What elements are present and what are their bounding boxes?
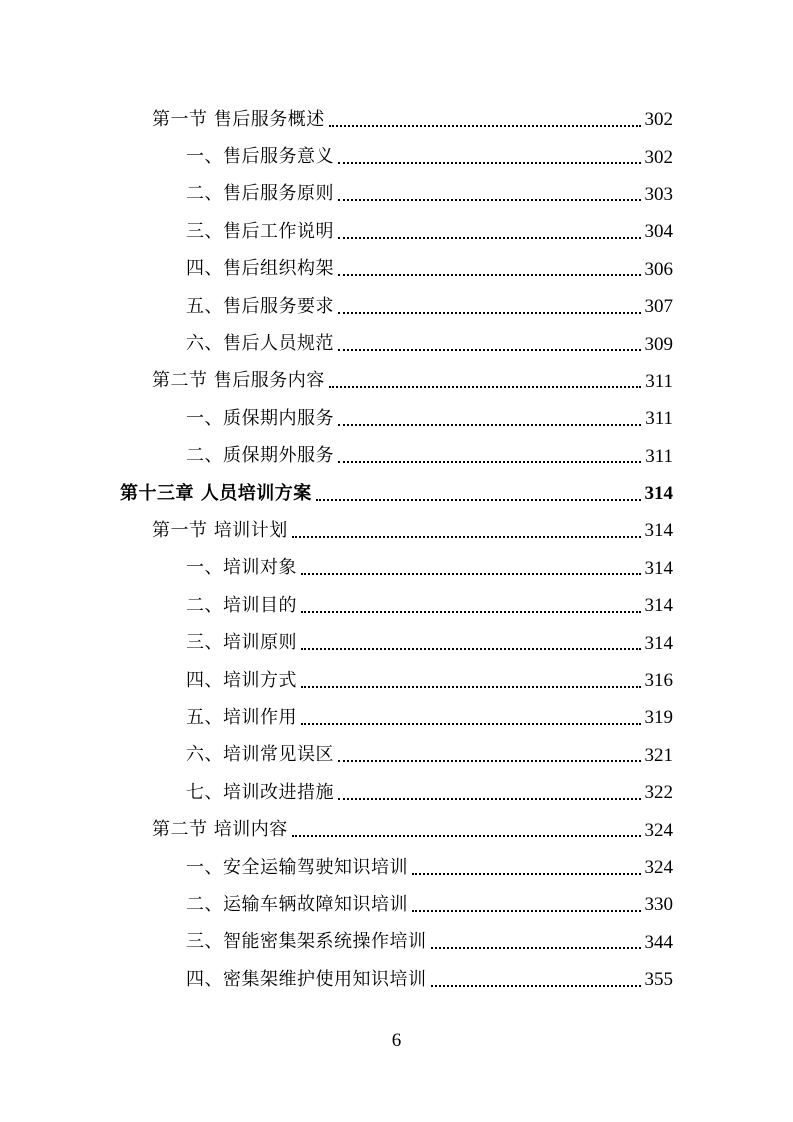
toc-entry-page: 316 bbox=[644, 670, 673, 692]
toc-entry-page: 306 bbox=[644, 258, 673, 280]
toc-entry-page: 314 bbox=[644, 520, 673, 542]
toc-dot-leader bbox=[301, 611, 641, 613]
toc-entry-page: 314 bbox=[644, 483, 673, 505]
toc-dot-leader bbox=[338, 760, 641, 762]
toc-chapter-entry[interactable] bbox=[0, 475, 793, 512]
toc-entry-page: 302 bbox=[644, 109, 673, 131]
toc-entry-label: 二、售后服务原则 bbox=[186, 183, 334, 205]
toc-subsection-entry[interactable] bbox=[0, 138, 793, 175]
toc-entry-page: 324 bbox=[644, 857, 673, 878]
toc-entry-label: 六、培训常见误区 bbox=[186, 744, 334, 766]
toc-dot-leader bbox=[338, 312, 641, 314]
toc-dot-leader bbox=[338, 424, 641, 426]
toc-dot-leader bbox=[431, 947, 641, 949]
toc-dot-leader bbox=[338, 798, 641, 800]
toc-subsection-entry[interactable] bbox=[0, 699, 793, 736]
toc-entry-page: 344 bbox=[644, 931, 673, 953]
toc-entry-label: 一、质保期内服务 bbox=[186, 407, 334, 429]
toc-dot-leader bbox=[292, 536, 641, 538]
toc-subsection-entry[interactable] bbox=[0, 400, 793, 437]
toc-dot-leader bbox=[301, 686, 641, 688]
toc-dot-leader bbox=[412, 910, 641, 912]
toc-subsection-entry[interactable] bbox=[0, 438, 793, 475]
toc-subsection-entry[interactable] bbox=[0, 961, 793, 998]
toc-entry-page: 355 bbox=[644, 969, 673, 991]
toc-entry-page: 322 bbox=[644, 782, 673, 804]
toc-subsection-entry[interactable] bbox=[0, 251, 793, 288]
toc-entry-page: 307 bbox=[644, 296, 673, 318]
toc-entry-label: 六、售后人员规范 bbox=[186, 333, 334, 355]
toc-dot-leader bbox=[338, 274, 641, 276]
toc-entry-page: 304 bbox=[644, 221, 673, 243]
toc-dot-leader bbox=[338, 162, 641, 164]
toc-dot-leader bbox=[301, 723, 641, 725]
toc-entry-page: 302 bbox=[644, 146, 673, 168]
toc-entry-label: 二、运输车辆故障知识培训 bbox=[186, 893, 408, 915]
toc-entry-label: 五、培训作用 bbox=[186, 706, 297, 728]
toc-entry-label: 三、智能密集架系统操作培训 bbox=[186, 931, 427, 953]
toc-dot-leader bbox=[329, 386, 641, 388]
toc-dot-leader bbox=[338, 199, 641, 201]
toc-entry-label: 五、售后服务要求 bbox=[186, 295, 334, 317]
toc-dot-leader bbox=[292, 835, 641, 837]
toc-entry-label: 三、售后工作说明 bbox=[186, 220, 334, 242]
toc-entry-label: 第二节 售后服务内容 bbox=[152, 370, 325, 392]
toc-entry-label: 三、培训原则 bbox=[186, 632, 297, 654]
toc-subsection-entry[interactable] bbox=[0, 550, 793, 587]
toc-subsection-entry[interactable] bbox=[0, 176, 793, 213]
toc-entry-page: 309 bbox=[644, 333, 673, 355]
toc-entry-label: 第一节 培训计划 bbox=[152, 519, 288, 541]
toc-dot-leader bbox=[431, 985, 641, 987]
toc-entry-label: 七、培训改进措施 bbox=[186, 781, 334, 803]
toc-subsection-entry[interactable] bbox=[0, 587, 793, 624]
toc-entry-label: 一、培训对象 bbox=[186, 557, 297, 579]
toc-entry-label: 第一节 售后服务概述 bbox=[152, 108, 325, 130]
toc-dot-leader bbox=[338, 461, 641, 463]
toc-subsection-entry[interactable] bbox=[0, 213, 793, 250]
toc-entry-page: 314 bbox=[644, 595, 673, 617]
toc-subsection-entry[interactable] bbox=[0, 288, 793, 325]
toc-subsection-entry[interactable] bbox=[0, 774, 793, 811]
toc-subsection-entry[interactable] bbox=[0, 737, 793, 774]
toc-section-entry[interactable] bbox=[0, 512, 793, 549]
toc-entry-label: 四、培训方式 bbox=[186, 669, 297, 691]
toc-dot-leader bbox=[301, 573, 641, 575]
table-of-contents bbox=[0, 101, 793, 998]
toc-entry-label: 第二节 培训内容 bbox=[152, 819, 288, 841]
toc-entry-label: 一、售后服务意义 bbox=[186, 146, 334, 168]
toc-entry-page: 303 bbox=[644, 183, 673, 205]
toc-dot-leader bbox=[338, 237, 641, 239]
toc-section-entry[interactable] bbox=[0, 811, 793, 848]
toc-entry-label: 二、培训目的 bbox=[186, 594, 297, 616]
toc-entry-label: 第十三章 人员培训方案 bbox=[120, 482, 312, 504]
toc-entry-label: 四、售后组织构架 bbox=[186, 258, 334, 280]
toc-entry-label: 二、质保期外服务 bbox=[186, 445, 334, 467]
toc-section-entry[interactable] bbox=[0, 101, 793, 138]
toc-dot-leader bbox=[338, 349, 641, 351]
toc-subsection-entry[interactable] bbox=[0, 624, 793, 661]
toc-entry-label: 一、安全运输驾驶知识培训 bbox=[186, 856, 408, 878]
toc-entry-label: 四、密集架维护使用知识培训 bbox=[186, 968, 427, 990]
toc-entry-page: 324 bbox=[644, 819, 673, 841]
toc-dot-leader bbox=[329, 125, 641, 127]
toc-entry-page: 319 bbox=[644, 707, 673, 729]
toc-subsection-entry[interactable] bbox=[0, 924, 793, 961]
toc-entry-page: 314 bbox=[644, 632, 673, 654]
toc-entry-page: 321 bbox=[644, 744, 673, 766]
toc-entry-page: 311 bbox=[645, 408, 673, 430]
toc-dot-leader bbox=[301, 648, 641, 650]
toc-entry-page: 314 bbox=[644, 557, 673, 579]
toc-subsection-entry[interactable] bbox=[0, 325, 793, 362]
toc-subsection-entry[interactable] bbox=[0, 886, 793, 923]
toc-entry-page: 330 bbox=[644, 894, 673, 916]
toc-dot-leader bbox=[316, 499, 641, 501]
toc-entry-page: 311 bbox=[645, 445, 673, 467]
page-number: 6 bbox=[391, 1030, 402, 1051]
toc-subsection-entry[interactable] bbox=[0, 662, 793, 699]
toc-entry-page: 311 bbox=[645, 370, 673, 392]
toc-dot-leader bbox=[412, 873, 641, 875]
toc-subsection-entry[interactable] bbox=[0, 849, 793, 886]
toc-section-entry[interactable] bbox=[0, 363, 793, 400]
